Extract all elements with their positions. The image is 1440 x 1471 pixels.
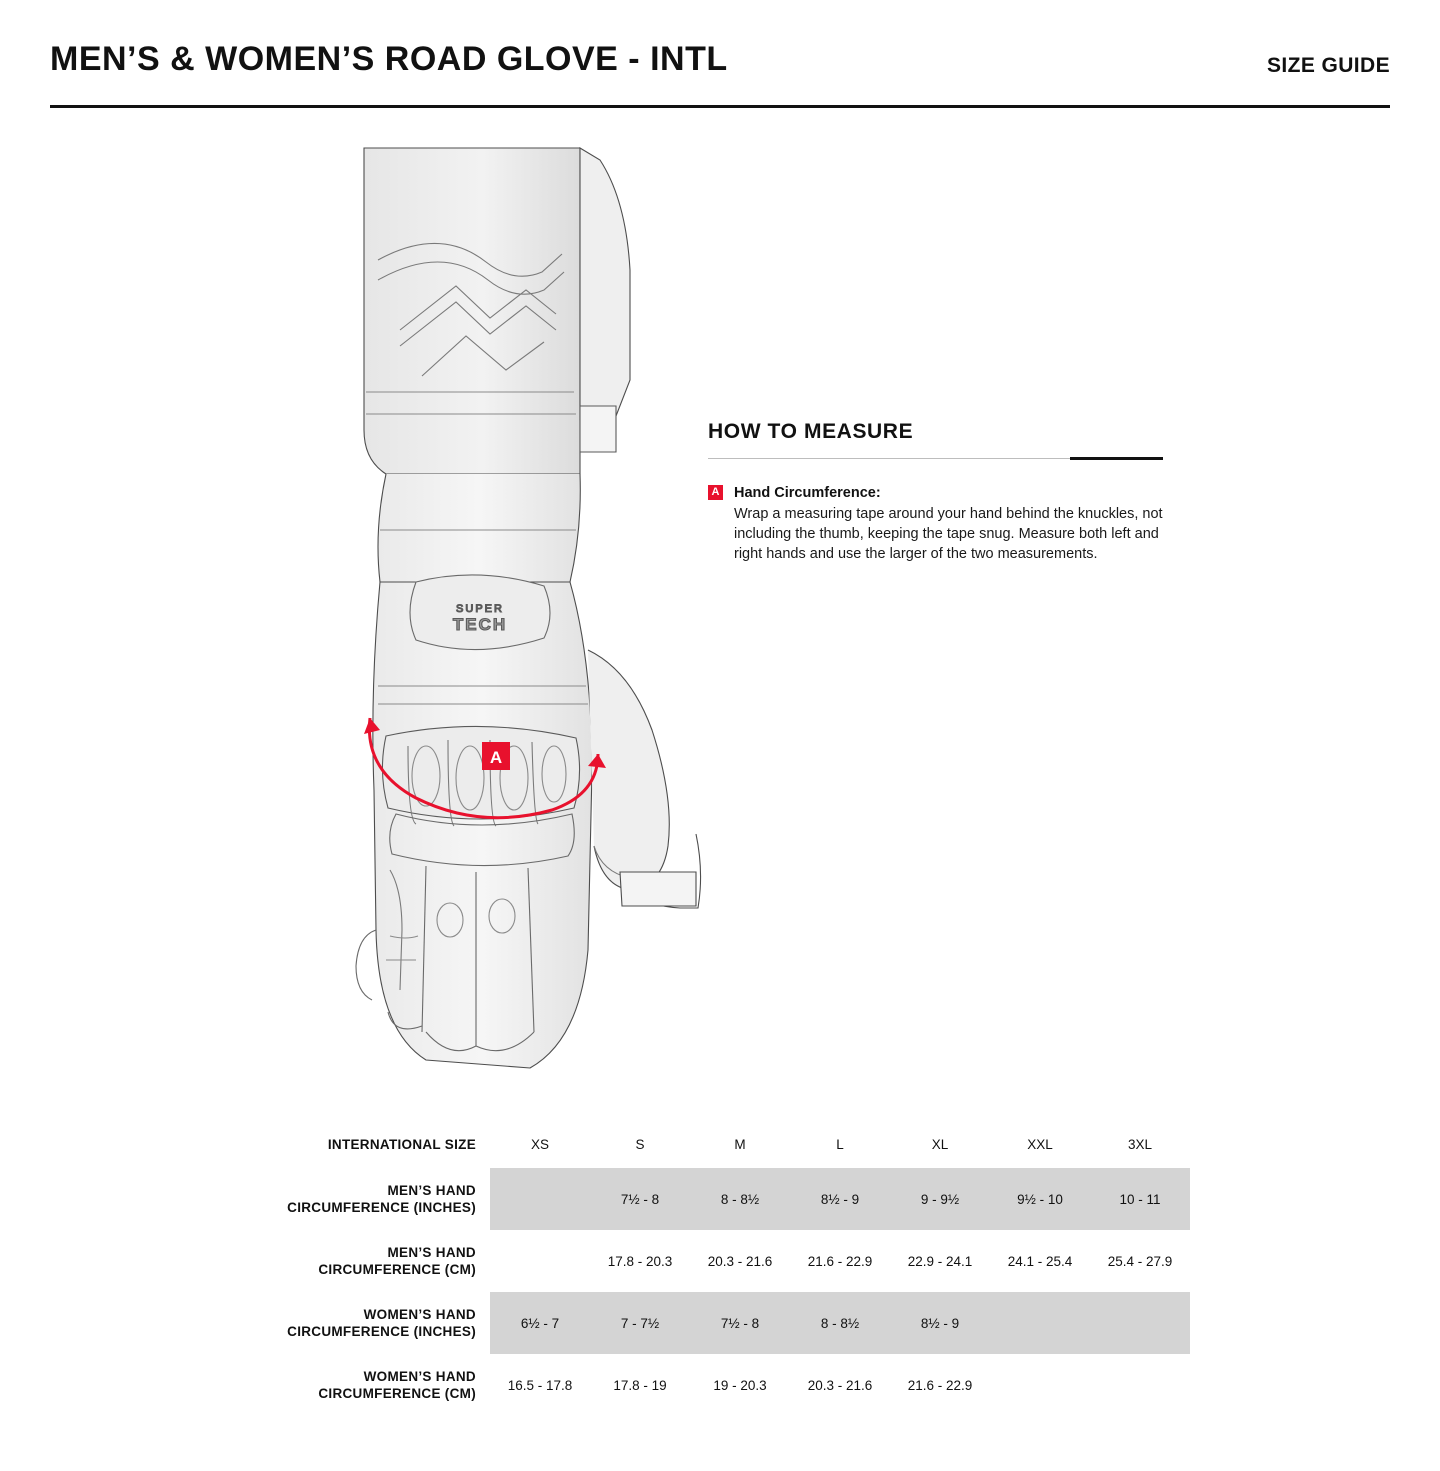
table-cell: 8 - 8½	[720, 1191, 760, 1207]
table-cell	[990, 1354, 1090, 1416]
measure-badge-a: A	[708, 485, 723, 500]
measurement-marker-a	[482, 742, 510, 770]
table-cell	[1090, 1292, 1190, 1354]
table-cell: 7½ - 8	[620, 1191, 660, 1207]
table-cell: 8 - 8½	[820, 1315, 860, 1331]
how-to-measure-body	[708, 483, 1188, 564]
table-row-label	[280, 1168, 490, 1230]
table-cell: 17.8 - 19	[613, 1377, 667, 1393]
size-guide-label: SIZE GUIDE	[1266, 54, 1390, 77]
table-cell	[990, 1292, 1090, 1354]
page-title: MEN’S & WOMEN’S ROAD GLOVE - INTL	[50, 40, 728, 78]
size-table	[280, 1120, 1190, 1416]
table-row-label-line: CIRCUMFERENCE (INCHES)	[287, 1200, 476, 1215]
table-row-label	[280, 1230, 490, 1292]
table-row-label	[280, 1120, 490, 1168]
table-row-label-line: INTERNATIONAL SIZE	[327, 1136, 476, 1152]
table-row-label-line: CIRCUMFERENCE (CM)	[318, 1262, 476, 1277]
table-cell: 17.8 - 20.3	[607, 1253, 673, 1269]
table-row	[280, 1168, 1190, 1230]
table-cell: 10 - 11	[1119, 1191, 1161, 1207]
table-row	[280, 1354, 1190, 1416]
table-column-header: XL	[931, 1136, 949, 1152]
how-to-measure-section	[708, 420, 1188, 564]
header-divider	[50, 105, 1390, 108]
table-row-values	[490, 1230, 1190, 1292]
table-cell	[490, 1230, 590, 1292]
table-cell: 6½ - 7	[520, 1315, 560, 1331]
table-row	[280, 1120, 1190, 1168]
table-cell: 22.9 - 24.1	[907, 1253, 973, 1269]
table-row-label-line: CIRCUMFERENCE (CM)	[318, 1386, 476, 1401]
table-row-label-line: MEN’S HAND	[387, 1183, 476, 1198]
svg-text:A: A	[489, 748, 503, 767]
measure-label: Hand Circumference:	[734, 485, 881, 501]
table-row-label-line: WOMEN’S HAND	[363, 1307, 476, 1322]
table-cell: 8½ - 9	[920, 1315, 960, 1331]
table-cell	[1090, 1354, 1190, 1416]
table-row	[280, 1230, 1190, 1292]
table-row-label	[280, 1354, 490, 1416]
glove-brand-text-2: TECH	[452, 615, 508, 634]
table-column-header: L	[836, 1136, 844, 1152]
glove-illustration	[330, 130, 750, 1090]
table-cell: 21.6 - 22.9	[907, 1377, 973, 1393]
table-row	[280, 1292, 1190, 1354]
table-row-values	[490, 1292, 1190, 1354]
table-cell: 7 - 7½	[620, 1315, 660, 1331]
how-to-measure-divider	[708, 458, 1163, 459]
glove-diagram-svg	[330, 130, 750, 1090]
table-column-header: XXL	[1027, 1136, 1053, 1152]
table-column-header: 3XL	[1127, 1136, 1153, 1152]
table-column-header: XS	[530, 1136, 549, 1152]
table-cell	[490, 1168, 590, 1230]
table-column-header: M	[734, 1136, 746, 1152]
table-cell: 16.5 - 17.8	[507, 1377, 573, 1393]
table-cell: 20.3 - 21.6	[807, 1377, 873, 1393]
table-row-values	[490, 1354, 1190, 1416]
how-to-measure-title: HOW TO MEASURE	[708, 420, 914, 443]
table-cell: 8½ - 9	[820, 1191, 860, 1207]
table-cell: 7½ - 8	[720, 1315, 760, 1331]
glove-brand-text-1: SUPER	[456, 603, 504, 615]
measure-instructions: Wrap a measuring tape around your hand behind the knuckles, not including the thumb, keeping the tape snug. Measure both left and right hands and use the larger of the two measurements.	[734, 506, 1163, 562]
table-row-label-line: CIRCUMFERENCE (INCHES)	[287, 1324, 476, 1339]
table-cell: 9 - 9½	[920, 1191, 960, 1207]
table-column-header: S	[635, 1136, 645, 1152]
table-row-label	[280, 1292, 490, 1354]
table-row-label-line: MEN’S HAND	[387, 1245, 476, 1260]
table-cell: 20.3 - 21.6	[707, 1253, 773, 1269]
page-header	[50, 40, 1390, 110]
table-cell: 25.4 - 27.9	[1107, 1253, 1173, 1269]
table-cell: 9½ - 10	[1017, 1191, 1063, 1207]
divider-accent-segment	[1070, 457, 1163, 460]
table-row-values	[490, 1168, 1190, 1230]
table-cell: 19 - 20.3	[713, 1377, 767, 1393]
table-row-label-line: WOMEN’S HAND	[363, 1369, 476, 1384]
table-cell: 24.1 - 25.4	[1007, 1253, 1073, 1269]
table-row-values	[490, 1120, 1190, 1168]
table-cell: 21.6 - 22.9	[807, 1253, 873, 1269]
